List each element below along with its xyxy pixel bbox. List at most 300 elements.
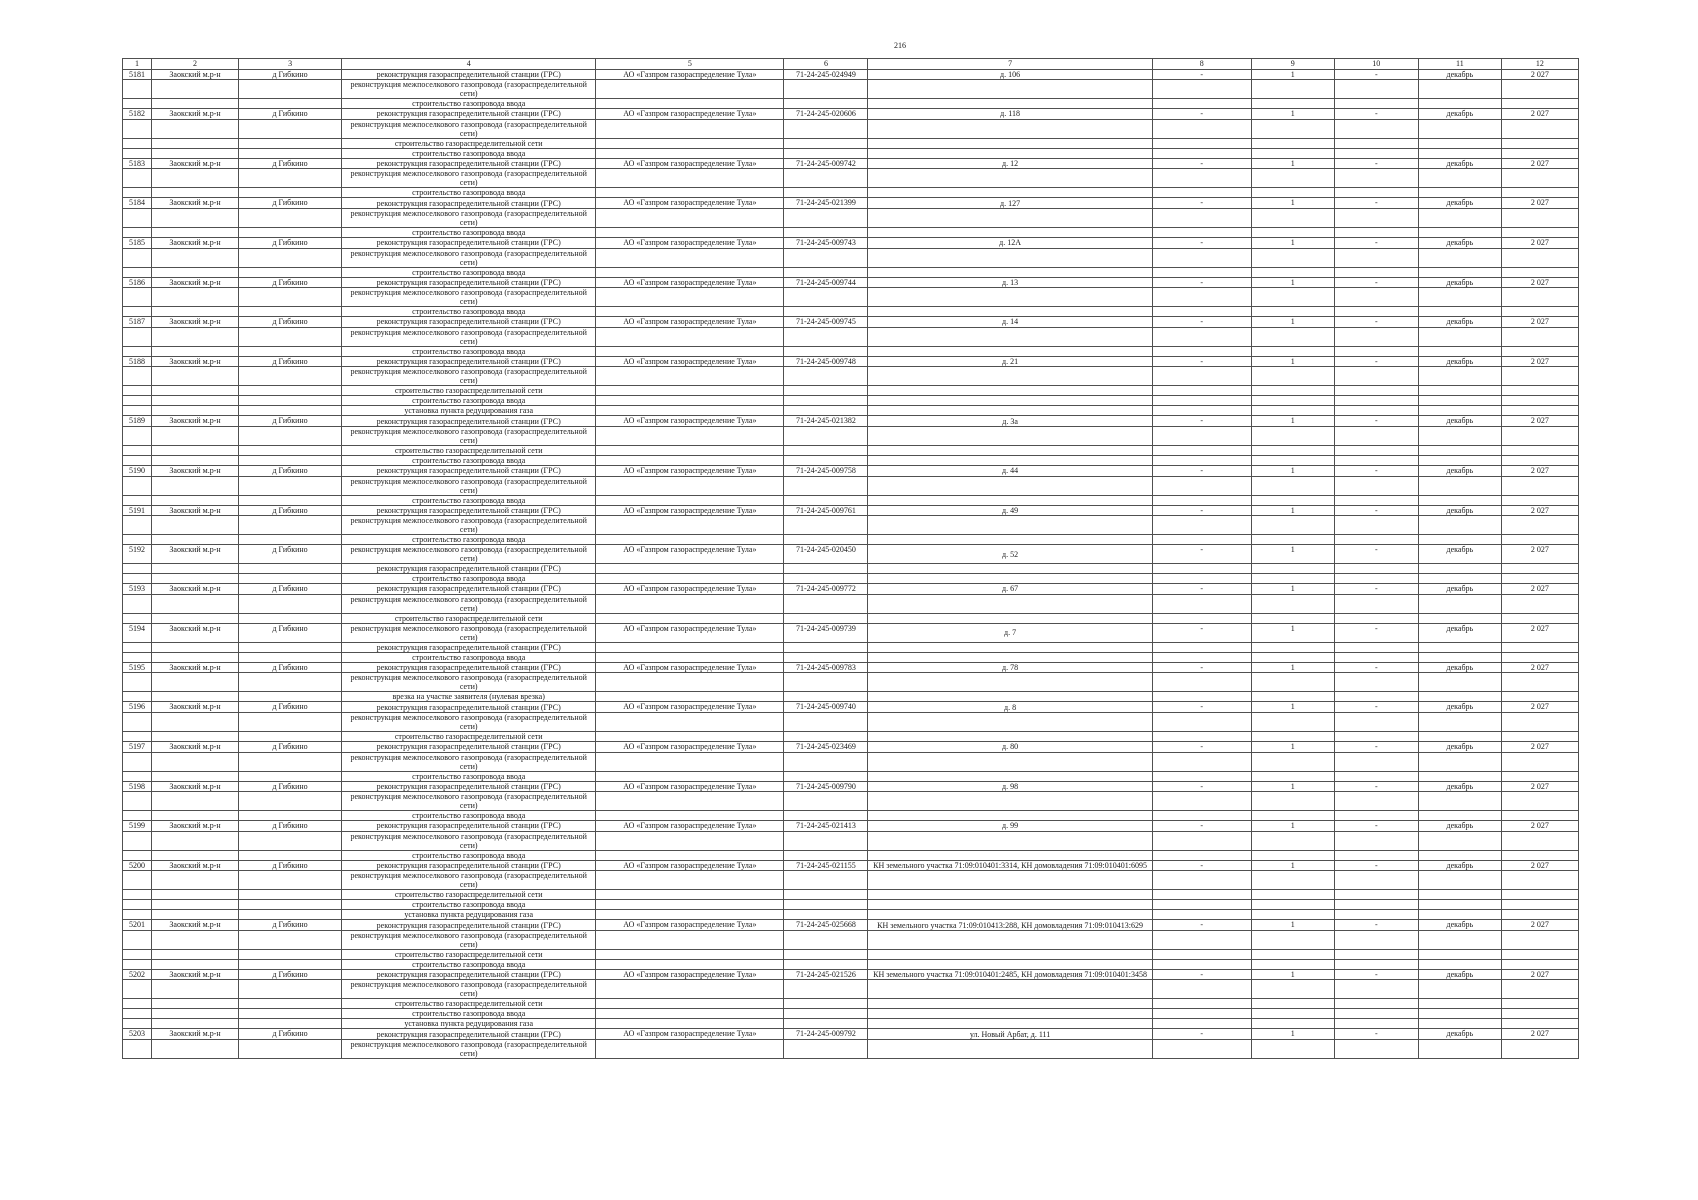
empty-cell bbox=[1152, 910, 1251, 920]
district: Заокский м.р-н bbox=[152, 969, 239, 980]
table-row bbox=[123, 662, 1579, 673]
empty-cell bbox=[596, 771, 784, 781]
empty-cell bbox=[123, 692, 152, 702]
empty-cell bbox=[596, 752, 784, 771]
column-number: 7 bbox=[868, 59, 1152, 70]
empty-cell bbox=[1251, 574, 1334, 584]
empty-cell bbox=[596, 850, 784, 860]
empty-cell bbox=[1251, 900, 1334, 910]
empty-cell bbox=[1418, 959, 1501, 969]
empty-cell bbox=[123, 980, 152, 999]
empty-cell bbox=[596, 188, 784, 198]
district: Заокский м.р-н bbox=[152, 198, 239, 209]
work-description: реконструкция межпоселкового газопровода (газораспределительной сети) bbox=[342, 476, 596, 495]
empty-cell bbox=[784, 396, 868, 406]
empty-cell bbox=[152, 248, 239, 267]
empty-cell bbox=[784, 890, 868, 900]
work-description: строительство газораспределительной сети bbox=[342, 949, 596, 959]
empty-cell bbox=[123, 900, 152, 910]
completion-month: декабрь bbox=[1418, 662, 1501, 673]
empty-cell bbox=[1152, 574, 1251, 584]
table-subrow bbox=[123, 169, 1579, 188]
table-row bbox=[123, 356, 1579, 367]
empty-cell bbox=[1152, 535, 1251, 545]
empty-cell bbox=[1418, 871, 1501, 890]
completion-month: декабрь bbox=[1418, 158, 1501, 169]
empty-cell bbox=[1418, 445, 1501, 455]
locality: д Гибкино bbox=[239, 623, 342, 642]
empty-cell bbox=[152, 712, 239, 731]
empty-cell bbox=[784, 386, 868, 396]
address: д. 99 bbox=[868, 821, 1152, 832]
work-description: реконструкция межпоселкового газопровода (газораспределительной сети) bbox=[342, 327, 596, 346]
empty-cell bbox=[152, 169, 239, 188]
empty-cell bbox=[1334, 692, 1418, 702]
empty-cell bbox=[1251, 652, 1334, 662]
work-description: реконструкция газораспределительной станции (ГРС) bbox=[342, 584, 596, 595]
column-9-value: 1 bbox=[1251, 662, 1334, 673]
empty-cell bbox=[239, 771, 342, 781]
empty-cell bbox=[1152, 792, 1251, 811]
address: КН земельного участка 71:09:010401:2485, КН домовладения 71:09:010401:3458 bbox=[868, 969, 1152, 980]
table-subrow bbox=[123, 406, 1579, 416]
table-subrow bbox=[123, 208, 1579, 227]
empty-cell bbox=[1251, 99, 1334, 109]
empty-cell bbox=[1418, 327, 1501, 346]
empty-cell bbox=[1501, 850, 1578, 860]
empty-cell bbox=[239, 850, 342, 860]
district: Заокский м.р-н bbox=[152, 505, 239, 516]
empty-cell bbox=[1334, 208, 1418, 227]
empty-cell bbox=[596, 712, 784, 731]
empty-cell bbox=[1418, 516, 1501, 535]
empty-cell bbox=[1334, 346, 1418, 356]
empty-cell bbox=[152, 119, 239, 138]
empty-cell bbox=[784, 594, 868, 613]
table-row bbox=[123, 1029, 1579, 1040]
empty-cell bbox=[1251, 890, 1334, 900]
table-subrow bbox=[123, 642, 1579, 652]
work-description: реконструкция межпоселкового газопровода (газораспределительной сети) bbox=[342, 623, 596, 642]
table-subrow bbox=[123, 930, 1579, 949]
locality: д Гибкино bbox=[239, 317, 342, 328]
work-description: строительство газораспределительной сети bbox=[342, 999, 596, 1009]
empty-cell bbox=[596, 288, 784, 307]
empty-cell bbox=[123, 208, 152, 227]
empty-cell bbox=[596, 831, 784, 850]
empty-cell bbox=[123, 346, 152, 356]
empty-cell bbox=[1251, 692, 1334, 702]
organization: АО «Газпром газораспределение Тула» bbox=[596, 356, 784, 367]
empty-cell bbox=[868, 406, 1152, 416]
locality: д Гибкино bbox=[239, 584, 342, 595]
table-subrow bbox=[123, 535, 1579, 545]
empty-cell bbox=[1152, 831, 1251, 850]
empty-cell bbox=[1334, 288, 1418, 307]
empty-cell bbox=[784, 248, 868, 267]
empty-cell bbox=[1251, 949, 1334, 959]
empty-cell bbox=[239, 792, 342, 811]
work-description: строительство газопровода ввода bbox=[342, 396, 596, 406]
column-number: 5 bbox=[596, 59, 784, 70]
table-subrow bbox=[123, 980, 1579, 999]
empty-cell bbox=[239, 731, 342, 741]
column-8-value: - bbox=[1152, 821, 1251, 832]
work-description: реконструкция газораспределительной станции (ГРС) bbox=[342, 969, 596, 980]
empty-cell bbox=[239, 367, 342, 386]
table-subrow bbox=[123, 692, 1579, 702]
work-description: реконструкция межпоселкового газопровода (газораспределительной сети) bbox=[342, 792, 596, 811]
empty-cell bbox=[784, 495, 868, 505]
empty-cell bbox=[868, 148, 1152, 158]
locality: д Гибкино bbox=[239, 545, 342, 564]
table-subrow bbox=[123, 652, 1579, 662]
empty-cell bbox=[1501, 119, 1578, 138]
column-10-value: - bbox=[1334, 109, 1418, 120]
work-description: реконструкция межпоселкового газопровода (газораспределительной сети) bbox=[342, 752, 596, 771]
column-10-value: - bbox=[1334, 781, 1418, 792]
empty-cell bbox=[1152, 999, 1251, 1009]
empty-cell bbox=[239, 80, 342, 99]
empty-cell bbox=[784, 80, 868, 99]
district: Заокский м.р-н bbox=[152, 702, 239, 713]
empty-cell bbox=[152, 227, 239, 237]
empty-cell bbox=[868, 386, 1152, 396]
column-number: 4 bbox=[342, 59, 596, 70]
empty-cell bbox=[1334, 771, 1418, 781]
empty-cell bbox=[1334, 731, 1418, 741]
empty-cell bbox=[596, 890, 784, 900]
empty-cell bbox=[868, 455, 1152, 465]
empty-cell bbox=[784, 1040, 868, 1059]
empty-cell bbox=[1418, 288, 1501, 307]
column-9-value: 1 bbox=[1251, 158, 1334, 169]
empty-cell bbox=[868, 445, 1152, 455]
empty-cell bbox=[1152, 771, 1251, 781]
work-description: реконструкция межпоселкового газопровода (газораспределительной сети) bbox=[342, 288, 596, 307]
table-subrow bbox=[123, 227, 1579, 237]
column-number: 9 bbox=[1251, 59, 1334, 70]
work-description: строительство газораспределительной сети bbox=[342, 386, 596, 396]
completion-month: декабрь bbox=[1418, 623, 1501, 642]
address: д. 12 bbox=[868, 158, 1152, 169]
empty-cell bbox=[784, 831, 868, 850]
empty-cell bbox=[784, 327, 868, 346]
empty-cell bbox=[1418, 949, 1501, 959]
empty-cell bbox=[1152, 248, 1251, 267]
empty-cell bbox=[1152, 811, 1251, 821]
table-subrow bbox=[123, 367, 1579, 386]
empty-cell bbox=[868, 535, 1152, 545]
empty-cell bbox=[239, 188, 342, 198]
empty-cell bbox=[1152, 516, 1251, 535]
empty-cell bbox=[1501, 613, 1578, 623]
column-8-value: - bbox=[1152, 781, 1251, 792]
empty-cell bbox=[152, 188, 239, 198]
work-description: реконструкция газораспределительной станции (ГРС) bbox=[342, 416, 596, 427]
empty-cell bbox=[1501, 1040, 1578, 1059]
empty-cell bbox=[239, 119, 342, 138]
empty-cell bbox=[784, 980, 868, 999]
organization: АО «Газпром газораспределение Тула» bbox=[596, 505, 784, 516]
table-row bbox=[123, 821, 1579, 832]
empty-cell bbox=[152, 574, 239, 584]
empty-cell bbox=[239, 1019, 342, 1029]
empty-cell bbox=[1418, 227, 1501, 237]
empty-cell bbox=[1418, 850, 1501, 860]
empty-cell bbox=[1501, 248, 1578, 267]
empty-cell bbox=[239, 613, 342, 623]
column-10-value: - bbox=[1334, 584, 1418, 595]
empty-cell bbox=[1418, 910, 1501, 920]
empty-cell bbox=[239, 673, 342, 692]
empty-cell bbox=[152, 613, 239, 623]
empty-cell bbox=[152, 208, 239, 227]
empty-cell bbox=[152, 406, 239, 416]
empty-cell bbox=[868, 890, 1152, 900]
empty-cell bbox=[1152, 731, 1251, 741]
empty-cell bbox=[1418, 148, 1501, 158]
empty-cell bbox=[868, 980, 1152, 999]
empty-cell bbox=[868, 516, 1152, 535]
organization: АО «Газпром газораспределение Тула» bbox=[596, 781, 784, 792]
organization: АО «Газпром газораспределение Тула» bbox=[596, 198, 784, 209]
completion-month: декабрь bbox=[1418, 545, 1501, 564]
empty-cell bbox=[1251, 386, 1334, 396]
district: Заокский м.р-н bbox=[152, 277, 239, 288]
empty-cell bbox=[784, 169, 868, 188]
empty-cell bbox=[239, 692, 342, 702]
empty-cell bbox=[1334, 99, 1418, 109]
empty-cell bbox=[596, 476, 784, 495]
empty-cell bbox=[1418, 495, 1501, 505]
column-10-value: - bbox=[1334, 356, 1418, 367]
empty-cell bbox=[1418, 564, 1501, 574]
completion-year: 2 027 bbox=[1501, 505, 1578, 516]
column-8-value: - bbox=[1152, 277, 1251, 288]
empty-cell bbox=[596, 248, 784, 267]
empty-cell bbox=[123, 386, 152, 396]
empty-cell bbox=[1334, 169, 1418, 188]
table-row bbox=[123, 969, 1579, 980]
application-code: 71-24-245-009743 bbox=[784, 237, 868, 248]
empty-cell bbox=[239, 227, 342, 237]
empty-cell bbox=[784, 811, 868, 821]
address: д. 80 bbox=[868, 741, 1152, 752]
table-row bbox=[123, 416, 1579, 427]
empty-cell bbox=[868, 1040, 1152, 1059]
empty-cell bbox=[123, 731, 152, 741]
empty-cell bbox=[123, 327, 152, 346]
empty-cell bbox=[596, 980, 784, 999]
empty-cell bbox=[1251, 792, 1334, 811]
empty-cell bbox=[239, 535, 342, 545]
table-subrow bbox=[123, 288, 1579, 307]
empty-cell bbox=[152, 455, 239, 465]
empty-cell bbox=[1251, 930, 1334, 949]
empty-cell bbox=[1501, 652, 1578, 662]
empty-cell bbox=[868, 594, 1152, 613]
empty-cell bbox=[596, 642, 784, 652]
empty-cell bbox=[1334, 910, 1418, 920]
empty-cell bbox=[152, 267, 239, 277]
column-8-value: - bbox=[1152, 158, 1251, 169]
empty-cell bbox=[1152, 930, 1251, 949]
empty-cell bbox=[596, 999, 784, 1009]
empty-cell bbox=[239, 346, 342, 356]
completion-year: 2 027 bbox=[1501, 623, 1578, 642]
empty-cell bbox=[1152, 900, 1251, 910]
empty-cell bbox=[1501, 900, 1578, 910]
column-8-value: - bbox=[1152, 198, 1251, 209]
empty-cell bbox=[239, 594, 342, 613]
district: Заокский м.р-н bbox=[152, 781, 239, 792]
completion-month: декабрь bbox=[1418, 821, 1501, 832]
empty-cell bbox=[868, 307, 1152, 317]
empty-cell bbox=[784, 138, 868, 148]
empty-cell bbox=[596, 119, 784, 138]
empty-cell bbox=[1418, 1040, 1501, 1059]
application-code: 71-24-245-021155 bbox=[784, 860, 868, 871]
empty-cell bbox=[1152, 307, 1251, 317]
column-10-value: - bbox=[1334, 969, 1418, 980]
empty-cell bbox=[123, 890, 152, 900]
application-code: 71-24-245-009739 bbox=[784, 623, 868, 642]
locality: д Гибкино bbox=[239, 920, 342, 931]
empty-cell bbox=[868, 771, 1152, 781]
record-number: 5184 bbox=[123, 198, 152, 209]
table-subrow bbox=[123, 445, 1579, 455]
column-8-value: - bbox=[1152, 545, 1251, 564]
empty-cell bbox=[1501, 930, 1578, 949]
completion-month: декабрь bbox=[1418, 356, 1501, 367]
work-description: реконструкция межпоселкового газопровода (газораспределительной сети) bbox=[342, 80, 596, 99]
empty-cell bbox=[123, 752, 152, 771]
empty-cell bbox=[1501, 406, 1578, 416]
district: Заокский м.р-н bbox=[152, 545, 239, 564]
work-description: установка пункта редуцирования газа bbox=[342, 406, 596, 416]
table-subrow bbox=[123, 346, 1579, 356]
empty-cell bbox=[596, 208, 784, 227]
work-description: строительство газопровода ввода bbox=[342, 346, 596, 356]
empty-cell bbox=[152, 871, 239, 890]
record-number: 5190 bbox=[123, 465, 152, 476]
empty-cell bbox=[1418, 426, 1501, 445]
column-9-value: 1 bbox=[1251, 969, 1334, 980]
empty-cell bbox=[1418, 752, 1501, 771]
empty-cell bbox=[239, 248, 342, 267]
completion-month: декабрь bbox=[1418, 198, 1501, 209]
column-9-value: 1 bbox=[1251, 237, 1334, 248]
empty-cell bbox=[596, 594, 784, 613]
empty-cell bbox=[1334, 792, 1418, 811]
table-subrow bbox=[123, 248, 1579, 267]
application-code: 71-24-245-009790 bbox=[784, 781, 868, 792]
empty-cell bbox=[1418, 574, 1501, 584]
empty-cell bbox=[123, 455, 152, 465]
empty-cell bbox=[1418, 771, 1501, 781]
table-subrow bbox=[123, 910, 1579, 920]
empty-cell bbox=[868, 999, 1152, 1009]
work-description: реконструкция газораспределительной станции (ГРС) bbox=[342, 781, 596, 792]
empty-cell bbox=[1501, 227, 1578, 237]
empty-cell bbox=[596, 792, 784, 811]
record-number: 5199 bbox=[123, 821, 152, 832]
empty-cell bbox=[1334, 248, 1418, 267]
work-description: реконструкция межпоселкового газопровода (газораспределительной сети) bbox=[342, 169, 596, 188]
application-code: 71-24-245-020450 bbox=[784, 545, 868, 564]
empty-cell bbox=[152, 516, 239, 535]
table-subrow bbox=[123, 1019, 1579, 1029]
empty-cell bbox=[1334, 535, 1418, 545]
locality: д Гибкино bbox=[239, 1029, 342, 1040]
empty-cell bbox=[1501, 367, 1578, 386]
empty-cell bbox=[123, 792, 152, 811]
empty-cell bbox=[1418, 594, 1501, 613]
table-row bbox=[123, 465, 1579, 476]
empty-cell bbox=[1251, 396, 1334, 406]
completion-month: декабрь bbox=[1418, 317, 1501, 328]
empty-cell bbox=[1501, 771, 1578, 781]
address: д. 67 bbox=[868, 584, 1152, 595]
empty-cell bbox=[784, 476, 868, 495]
empty-cell bbox=[1251, 138, 1334, 148]
organization: АО «Газпром газораспределение Тула» bbox=[596, 662, 784, 673]
organization: АО «Газпром газораспределение Тула» bbox=[596, 1029, 784, 1040]
table-subrow bbox=[123, 613, 1579, 623]
empty-cell bbox=[784, 900, 868, 910]
completion-year: 2 027 bbox=[1501, 741, 1578, 752]
empty-cell bbox=[1501, 999, 1578, 1009]
empty-cell bbox=[1152, 188, 1251, 198]
organization: АО «Газпром газораспределение Тула» bbox=[596, 416, 784, 427]
empty-cell bbox=[868, 346, 1152, 356]
record-number: 5191 bbox=[123, 505, 152, 516]
empty-cell bbox=[596, 148, 784, 158]
empty-cell bbox=[868, 692, 1152, 702]
column-9-value: 1 bbox=[1251, 741, 1334, 752]
empty-cell bbox=[152, 1019, 239, 1029]
completion-year: 2 027 bbox=[1501, 584, 1578, 595]
empty-cell bbox=[152, 148, 239, 158]
table-subrow bbox=[123, 455, 1579, 465]
empty-cell bbox=[1501, 208, 1578, 227]
column-9-value: 1 bbox=[1251, 920, 1334, 931]
empty-cell bbox=[784, 208, 868, 227]
empty-cell bbox=[868, 267, 1152, 277]
empty-cell bbox=[596, 516, 784, 535]
empty-cell bbox=[596, 169, 784, 188]
column-10-value: - bbox=[1334, 662, 1418, 673]
empty-cell bbox=[1251, 731, 1334, 741]
page-number: 216 bbox=[894, 41, 906, 50]
empty-cell bbox=[1501, 267, 1578, 277]
empty-cell bbox=[239, 148, 342, 158]
application-code: 71-24-245-021382 bbox=[784, 416, 868, 427]
district: Заокский м.р-н bbox=[152, 1029, 239, 1040]
empty-cell bbox=[1152, 267, 1251, 277]
column-8-value: - bbox=[1152, 969, 1251, 980]
empty-cell bbox=[1334, 949, 1418, 959]
empty-cell bbox=[596, 673, 784, 692]
empty-cell bbox=[152, 535, 239, 545]
empty-cell bbox=[123, 267, 152, 277]
completion-year: 2 027 bbox=[1501, 237, 1578, 248]
empty-cell bbox=[1501, 288, 1578, 307]
empty-cell bbox=[868, 949, 1152, 959]
empty-cell bbox=[1152, 327, 1251, 346]
column-number: 1 bbox=[123, 59, 152, 70]
